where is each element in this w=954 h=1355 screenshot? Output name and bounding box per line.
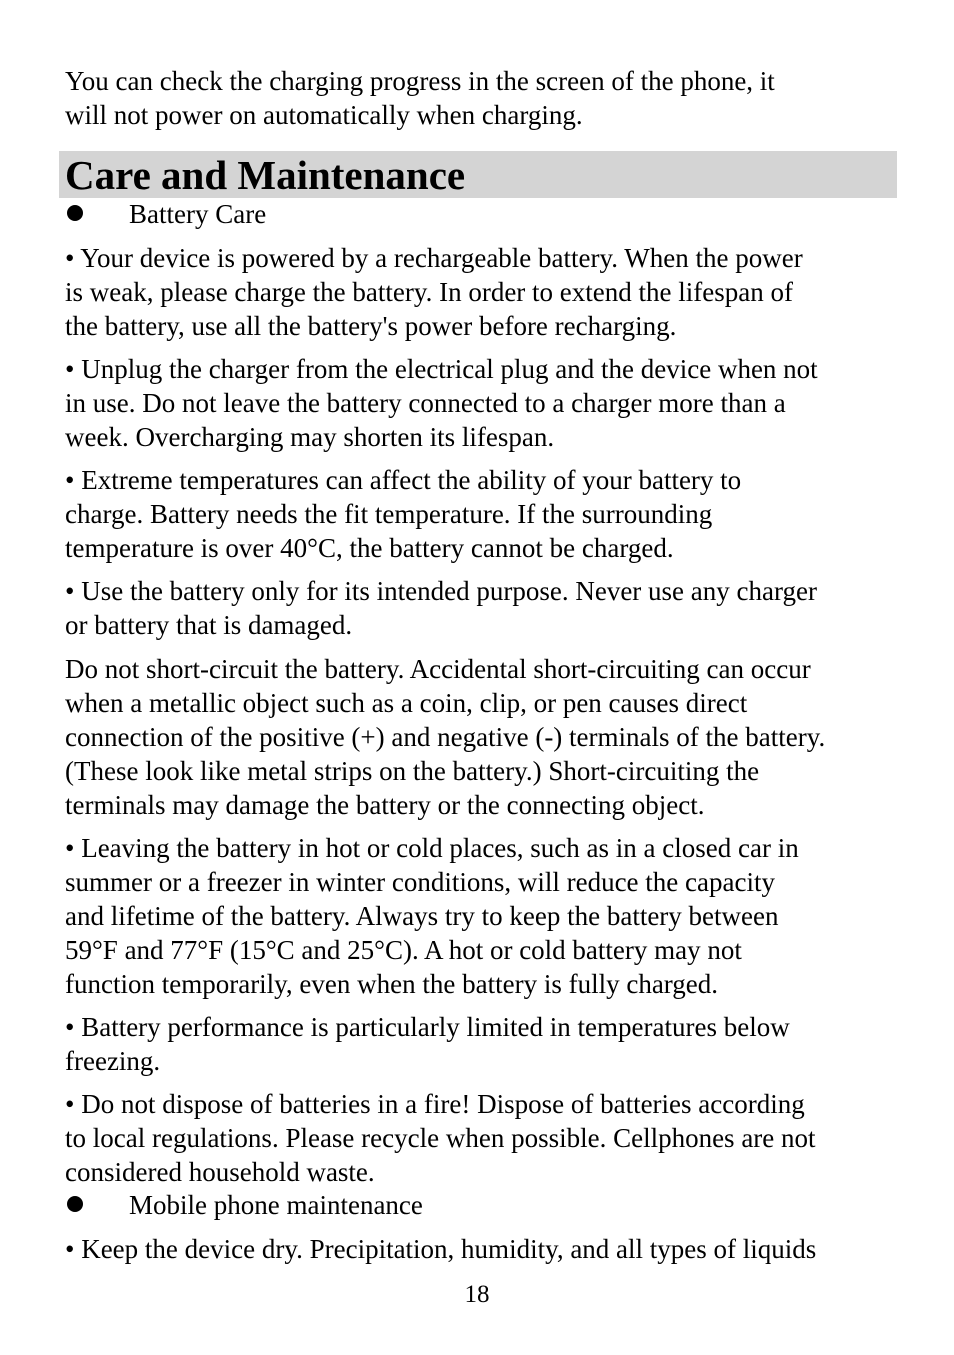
battery-paragraph-3 (65, 463, 905, 565)
battery-paragraph-4 (65, 574, 905, 642)
subsection-label: Battery Care (129, 199, 267, 229)
text-line: when a metallic object such as a coin, clip, or pen causes direct (65, 688, 748, 718)
text-line: • Keep the device dry. Precipitation, humidity, and all types of liquids (65, 1234, 817, 1264)
maintenance-paragraph-1 (65, 1232, 905, 1266)
text-line: connection of the positive (+) and negative (-) terminals of the battery. (65, 722, 826, 752)
text-line: • Extreme temperatures can affect the ability of your battery to (65, 465, 742, 495)
battery-paragraph-2 (65, 352, 905, 454)
text-line: the battery, use all the battery's power before recharging. (65, 311, 677, 341)
battery-paragraph-6 (65, 831, 905, 1001)
text-line: (These look like metal strips on the battery.) Short-circuiting the (65, 756, 760, 786)
text-line: freezing. (65, 1046, 161, 1076)
text-line: • Leaving the battery in hot or cold places, such as in a closed car in (65, 833, 799, 863)
text-line: in use. Do not leave the battery connected to a charger more than a (65, 388, 786, 418)
text-line: or battery that is damaged. (65, 610, 353, 640)
battery-paragraph-7 (65, 1010, 905, 1078)
battery-paragraph-1 (65, 241, 905, 343)
intro-paragraph (65, 64, 905, 132)
text-line: 59°F and 77°F (15°C and 25°C). A hot or cold battery may not (65, 935, 742, 965)
text-line: charge. Battery needs the fit temperature. If the surrounding (65, 499, 713, 529)
text-line: Do not short-circuit the battery. Accidental short-circuiting can occur (65, 654, 811, 684)
text-line: • Do not dispose of batteries in a fire! Dispose of batteries according (65, 1089, 805, 1119)
text-line: considered household waste. (65, 1157, 375, 1187)
bullet-dot-icon (67, 1196, 83, 1212)
intro-line: will not power on automatically when charging. (65, 100, 583, 130)
intro-line: You can check the charging progress in the screen of the phone, it (65, 66, 775, 96)
text-line: to local regulations. Please recycle when possible. Cellphones are not (65, 1123, 816, 1153)
subsection-label: Mobile phone maintenance (129, 1190, 423, 1220)
text-line: temperature is over 40°C, the battery cannot be charged. (65, 533, 674, 563)
text-line: summer or a freezer in winter conditions, will reduce the capacity (65, 867, 775, 897)
battery-paragraph-8 (65, 1087, 905, 1189)
text-line: week. Overcharging may shorten its lifespan. (65, 422, 555, 452)
text-line: is weak, please charge the battery. In order to extend the lifespan of (65, 277, 793, 307)
bullet-dot-icon (67, 205, 83, 221)
text-line: terminals may damage the battery or the connecting object. (65, 790, 705, 820)
text-line: • Your device is powered by a rechargeable battery. When the power (65, 243, 803, 273)
text-line: • Unplug the charger from the electrical plug and the device when not (65, 354, 818, 384)
section-title: Care and Maintenance (65, 152, 466, 198)
text-line: • Battery performance is particularly limited in temperatures below (65, 1012, 790, 1042)
page-number: 18 (464, 1281, 490, 1308)
text-line: and lifetime of the battery. Always try to keep the battery between (65, 901, 779, 931)
text-line: • Use the battery only for its intended purpose. Never use any charger (65, 576, 817, 606)
text-line: function temporarily, even when the battery is fully charged. (65, 969, 719, 999)
battery-paragraph-5 (65, 652, 905, 822)
